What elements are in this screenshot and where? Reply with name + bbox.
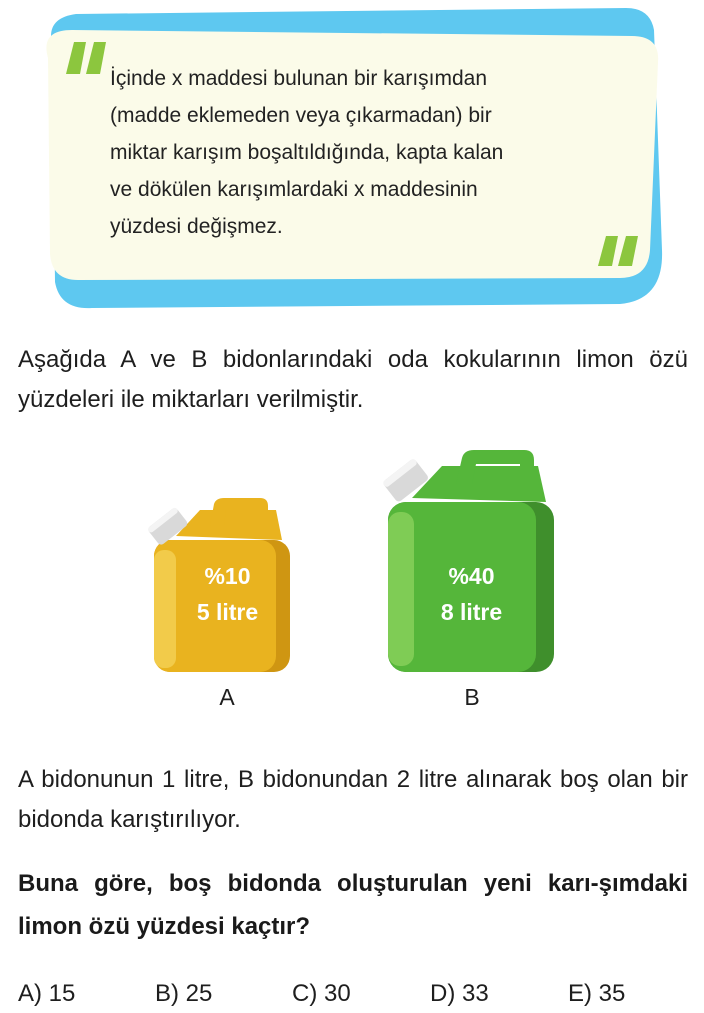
intro-paragraph: Aşağıda A ve B bidonlarındaki oda kokularının limon özü yüzdeleri ile miktarları verilmiştir. xyxy=(18,346,688,413)
option-e[interactable]: E) 35 xyxy=(568,980,626,1007)
statement-paragraph: A bidonunun 1 litre, B bidonundan 2 litre alınarak boş olan bir bidonda karıştırılıyor. xyxy=(18,766,688,833)
canister-a-label xyxy=(170,558,285,630)
canister-a-percent: %10 xyxy=(204,563,251,589)
question-text: Buna göre, boş bidonda oluşturulan yeni karı-şımdaki limon özü yüzdesi kaçtır? xyxy=(18,870,688,940)
option-d[interactable]: D) 33 xyxy=(430,980,489,1007)
note-line: İçinde x maddesi bulunan bir karışımdan xyxy=(110,67,488,90)
canister-a-letter: A xyxy=(219,684,235,710)
canister-a-volume: 5 litre xyxy=(196,599,259,625)
canister-b-letter: B xyxy=(464,684,480,710)
note-line: miktar karışım boşaltıldığında, kapta kalan xyxy=(110,141,504,164)
note-line: (madde eklemeden veya çıkarmadan) bir xyxy=(110,104,492,127)
canister-b-volume: 8 litre xyxy=(440,599,503,625)
option-c[interactable]: C) 30 xyxy=(292,980,351,1007)
option-a[interactable]: A) 15 xyxy=(18,980,76,1007)
note-line: yüzdesi değişmez. xyxy=(110,215,283,238)
option-b[interactable]: B) 25 xyxy=(155,980,213,1007)
note-text xyxy=(110,60,630,245)
note-line: ve dökülen karışımlardaki x maddesinin xyxy=(110,178,478,201)
note-card xyxy=(0,0,704,320)
canister-b-label xyxy=(414,558,529,630)
canister-b-percent: %40 xyxy=(448,563,495,589)
